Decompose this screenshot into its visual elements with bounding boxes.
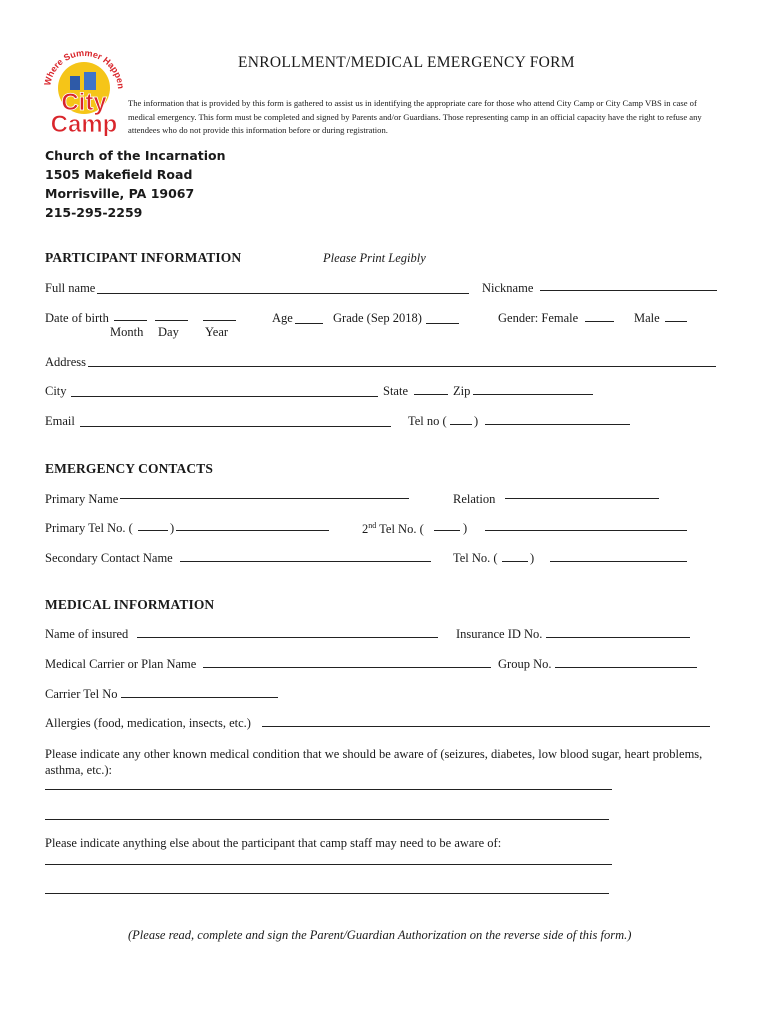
primary-tel-close: ) (170, 521, 175, 535)
zip-field[interactable] (473, 394, 593, 395)
city-field[interactable] (71, 396, 378, 397)
city-label: City (45, 384, 67, 398)
name-insured-label: Name of insured (45, 627, 129, 641)
medical-heading: MEDICAL INFORMATION (45, 597, 215, 612)
day-label: Day (158, 325, 179, 339)
male-label: Male (634, 311, 660, 325)
year-label: Year (205, 325, 229, 339)
allergies-field[interactable] (262, 726, 710, 727)
grade-field[interactable] (426, 323, 459, 324)
male-field[interactable] (665, 321, 687, 322)
second-tel-area-field[interactable] (434, 530, 460, 531)
primary-name-label: Primary Name (45, 492, 119, 506)
print-legibly-note: Please Print Legibly (323, 251, 426, 265)
primary-name-field[interactable] (120, 498, 409, 499)
tel-area-field[interactable] (450, 424, 472, 425)
full-name-field[interactable] (97, 293, 469, 294)
insurance-id-field[interactable] (546, 637, 690, 638)
second-tel-sup: nd (368, 521, 377, 530)
participant-heading: PARTICIPANT INFORMATION (45, 250, 242, 265)
second-tel-text: Tel No. ( (376, 522, 424, 537)
emergency-heading: EMERGENCY CONTACTS (45, 461, 213, 476)
condition-label: Please indicate any other known medical condition that we should be aware of (seizures, diabetes, low blood sugar, heart problems, asthma, etc.): (45, 747, 703, 777)
logo-tagline: Where Summer Happen (42, 48, 127, 90)
secondary-tel-label: Tel No. ( (453, 551, 498, 565)
logo-city: City (61, 89, 107, 116)
state-field[interactable] (414, 394, 448, 395)
dob-year-field[interactable] (203, 320, 236, 321)
second-tel-label (362, 521, 424, 537)
anything-else-line-1[interactable] (45, 864, 612, 865)
dob-month-field[interactable] (114, 320, 147, 321)
nickname-field[interactable] (540, 290, 717, 291)
secondary-tel-number-field[interactable] (550, 561, 687, 562)
logo-camp: Camp (50, 111, 118, 136)
secondary-tel-close: ) (530, 551, 535, 565)
address-line-1: Church of the Incarnation (45, 148, 226, 163)
state-label: State (383, 384, 408, 398)
age-field[interactable] (295, 323, 323, 324)
address-line-2: 1505 Makefield Road (45, 167, 193, 182)
group-field[interactable] (555, 667, 697, 668)
name-insured-field[interactable] (137, 637, 438, 638)
address-label: Address (45, 355, 86, 369)
tel-close-paren: ) (474, 414, 479, 428)
secondary-name-label: Secondary Contact Name (45, 551, 173, 565)
address-field[interactable] (88, 366, 716, 367)
condition-line-2[interactable] (45, 819, 609, 820)
month-label: Month (110, 325, 144, 339)
group-label: Group No. (498, 657, 552, 671)
footer-note: (Please read, complete and sign the Parent/Guardian Authorization on the reverse side of this form.) (128, 928, 632, 942)
second-tel-number-field[interactable] (485, 530, 687, 531)
form-title: ENROLLMENT/MEDICAL EMERGENCY FORM (238, 54, 575, 71)
dob-day-field[interactable] (155, 320, 188, 321)
intro-text: The information that is provided by this form is gathered to assist us in identifying the appropriate care for those who attend City Camp or City Camp VBS in case of medical emergency. This form must be completed and signed by Parents and/or Guardians. Those representing camp in an official capacity have the right to refuse any attendees who do not provide this information before or during registration. (128, 98, 702, 135)
anything-else-line-2[interactable] (45, 893, 609, 894)
anything-else-label: Please indicate anything else about the participant that camp staff may need to be aware of: (45, 836, 502, 850)
email-field[interactable] (80, 426, 391, 427)
nickname-label: Nickname (482, 281, 534, 295)
tel-number-field[interactable] (485, 424, 630, 425)
condition-line-1[interactable] (45, 789, 612, 790)
relation-field[interactable] (505, 498, 659, 499)
carrier-field[interactable] (203, 667, 491, 668)
full-name-label: Full name (45, 281, 96, 295)
logo-graphic (40, 48, 128, 136)
female-field[interactable] (585, 321, 614, 322)
primary-tel-area-field[interactable] (138, 530, 168, 531)
address-line-3: Morrisville, PA 19067 (45, 186, 195, 201)
gender-female-label: Gender: Female (498, 311, 579, 325)
carrier-tel-label: Carrier Tel No (45, 687, 118, 701)
address-line-4: 215-295-2259 (45, 205, 143, 220)
primary-tel-label: Primary Tel No. ( (45, 521, 133, 535)
carrier-label: Medical Carrier or Plan Name (45, 657, 197, 671)
allergies-label: Allergies (food, medication, insects, etc.) (45, 716, 251, 730)
primary-tel-number-field[interactable] (176, 530, 329, 531)
city-camp-logo (40, 48, 128, 136)
email-label: Email (45, 414, 75, 428)
tel-label: Tel no ( (408, 414, 447, 428)
insurance-id-label: Insurance ID No. (456, 627, 543, 641)
secondary-name-field[interactable] (180, 561, 431, 562)
secondary-tel-area-field[interactable] (502, 561, 528, 562)
church-address (45, 146, 226, 222)
second-tel-close: ) (463, 521, 468, 535)
carrier-tel-field[interactable] (121, 697, 278, 698)
dob-label: Date of birth (45, 311, 109, 325)
second-tel-ordinal: 2 (362, 522, 369, 537)
relation-label: Relation (453, 492, 496, 506)
zip-label: Zip (453, 384, 471, 398)
grade-label: Grade (Sep 2018) (333, 311, 422, 325)
age-label: Age (272, 311, 293, 325)
